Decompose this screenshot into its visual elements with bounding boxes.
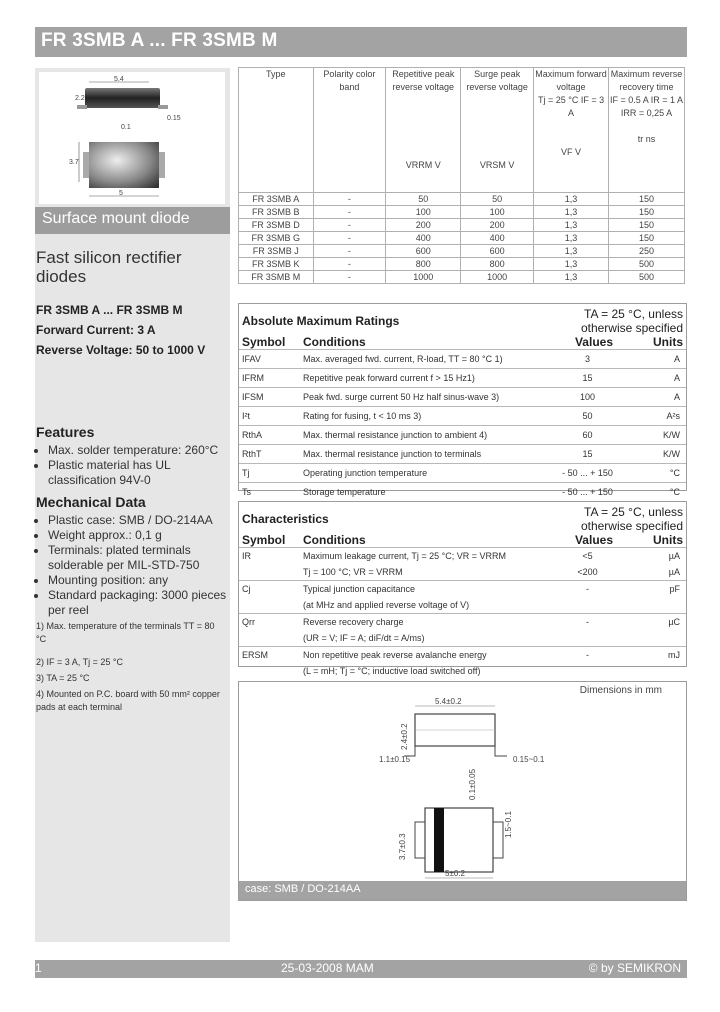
dim-h2: 3.7 xyxy=(69,159,79,166)
unit-cell xyxy=(635,597,686,614)
page-number: 1 xyxy=(35,961,42,975)
unit-cell: µA xyxy=(635,548,686,565)
reverse-voltage: Reverse Voltage: 50 to 1000 V xyxy=(36,343,206,357)
unit-cell: pF xyxy=(635,581,686,598)
table-cell: 200 xyxy=(386,219,461,232)
table-cell: - xyxy=(313,232,386,245)
symbol-cell: Cj xyxy=(239,581,300,598)
dimensions-caption-bar xyxy=(239,881,686,900)
table-row xyxy=(239,258,685,271)
page-title: FR 3SMB A ... FR 3SMB M xyxy=(41,30,278,51)
symbol-cell xyxy=(239,564,300,581)
unit-cell: °C xyxy=(635,464,686,483)
dimensions-box xyxy=(238,681,687,901)
footnote: 1) Max. temperature of the terminals TT = 80 °C xyxy=(36,621,215,644)
abs-max-table xyxy=(239,304,686,501)
forward-current: Forward Current: 3 A xyxy=(36,323,156,337)
col-vrsm: Surge peak reverse voltage VRSM V xyxy=(461,68,534,193)
abs-max-box xyxy=(238,303,687,497)
abs-max-cond: TA = 25 °C, unless otherwise specified xyxy=(580,307,683,335)
table-row xyxy=(239,630,686,647)
table-cell: 50 xyxy=(386,193,461,206)
unit-cell: A xyxy=(635,369,686,388)
table-cell: 100 xyxy=(461,206,534,219)
condition-cell: (L = mH; Tj = °C; inductive load switched off) xyxy=(303,666,481,676)
list-item: • Standard packaging: 3000 pieces per reel xyxy=(48,588,238,618)
mechanical-list xyxy=(36,513,238,618)
table-cell: - xyxy=(313,271,386,284)
symbol-cell: I²t xyxy=(239,407,300,426)
table-cell: FR 3SMB B xyxy=(239,206,314,219)
list-item: • Weight approx.: 0,1 g xyxy=(48,528,238,543)
list-item: • Terminals: plated terminals solderable per MIL-STD-750 xyxy=(48,543,238,573)
dim-h1: 2.2 xyxy=(75,95,85,102)
type-table xyxy=(238,67,685,284)
table-row xyxy=(239,426,686,445)
unit-cell: µC xyxy=(635,614,686,631)
table-row xyxy=(239,548,686,565)
part-range: FR 3SMB A ... FR 3SMB M xyxy=(36,303,183,317)
symbol-cell: IFRM xyxy=(239,369,300,388)
table-cell: - xyxy=(313,245,386,258)
condition-cell: Peak fwd. surge current 50 Hz half sinus-wave 3) xyxy=(300,388,540,407)
unit-cell xyxy=(635,663,686,679)
table-cell: - xyxy=(313,258,386,271)
dim-label: 3.7±0.3 xyxy=(398,833,407,860)
value-cell: - 50 ... + 150 xyxy=(540,483,635,502)
table-row xyxy=(239,245,685,258)
table-cell: 200 xyxy=(461,219,534,232)
table-cell: 600 xyxy=(461,245,534,258)
table-row xyxy=(239,564,686,581)
dim-label: 1.5~0.1 xyxy=(504,811,513,838)
condition-cell: (at MHz and applied reverse voltage of V) xyxy=(303,600,470,610)
table-cell: 1,3 xyxy=(534,193,609,206)
symbol-cell: RthT xyxy=(239,445,300,464)
table-row xyxy=(239,647,686,664)
table-cell: FR 3SMB G xyxy=(239,232,314,245)
symbol-cell: IFSM xyxy=(239,388,300,407)
list-item: • Plastic material has UL classification 94V-0 xyxy=(48,458,233,488)
condition-cell: Typical junction capacitance xyxy=(300,581,540,598)
value-cell: 15 xyxy=(540,445,635,464)
col-vf: Maximum forward voltage Tj = 25 °C IF = 3 A VF V xyxy=(534,68,609,193)
dim-label: 1.1±0.15 xyxy=(379,755,411,764)
symbol-cell: IFAV xyxy=(239,350,300,369)
table-row xyxy=(239,483,686,502)
col-header: Values xyxy=(574,335,613,349)
col-header: Conditions xyxy=(303,335,366,349)
footer-date: 25-03-2008 MAM xyxy=(281,961,374,975)
dim-small: 0.1 xyxy=(121,124,131,131)
table-cell: FR 3SMB M xyxy=(239,271,314,284)
dim-top: 5.4 xyxy=(114,76,124,83)
table-cell: 150 xyxy=(609,193,685,206)
symbol-cell xyxy=(239,597,300,614)
table-row xyxy=(239,581,686,598)
col-type: Type xyxy=(239,68,314,193)
features-list xyxy=(36,443,233,488)
footer-copyright: © by SEMIKRON xyxy=(588,961,681,975)
condition-cell: Max. thermal resistance junction to terminals xyxy=(300,445,540,464)
table-cell: 150 xyxy=(609,232,685,245)
symbol-cell: ERSM xyxy=(239,647,300,664)
table-row xyxy=(239,206,685,219)
unit-cell: K/W xyxy=(635,445,686,464)
table-cell: 150 xyxy=(609,206,685,219)
col-header: Symbol xyxy=(242,533,286,547)
table-cell: 1,3 xyxy=(534,271,609,284)
footer-bar xyxy=(35,960,687,978)
table-cell: 100 xyxy=(386,206,461,219)
unit-cell xyxy=(635,630,686,647)
unit-cell: A xyxy=(635,350,686,369)
symbol-cell: RthA xyxy=(239,426,300,445)
condition-cell: Maximum leakage current, Tj = 25 °C; VR = VRRM xyxy=(300,548,540,565)
unit-cell: mJ xyxy=(635,647,686,664)
table-cell: 1000 xyxy=(386,271,461,284)
table-cell: FR 3SMB D xyxy=(239,219,314,232)
condition-cell: Max. thermal resistance junction to ambient 4) xyxy=(300,426,540,445)
dim-w: 5 xyxy=(119,190,123,197)
list-item: • Mounting position: any xyxy=(48,573,238,588)
symbol-cell xyxy=(239,663,300,679)
table-cell: - xyxy=(313,206,386,219)
table-row xyxy=(239,407,686,426)
package-label: Surface mount diode xyxy=(35,207,230,234)
unit-cell: A xyxy=(635,388,686,407)
dimensions-caption: case: SMB / DO-214AA xyxy=(245,883,361,895)
characteristics-table xyxy=(239,502,686,679)
table-cell: FR 3SMB A xyxy=(239,193,314,206)
value-cell: 60 xyxy=(540,426,635,445)
table-row xyxy=(239,350,686,369)
value-cell xyxy=(540,597,635,614)
value-cell: - xyxy=(540,614,635,631)
value-cell: <200 xyxy=(577,567,598,577)
table-cell: 800 xyxy=(461,258,534,271)
dim-label: 0.15~0.1 xyxy=(513,755,545,764)
table-cell: - xyxy=(313,219,386,232)
product-subtitle: Fast silicon rectifier diodes xyxy=(36,248,182,286)
unit-cell: K/W xyxy=(635,426,686,445)
table-row xyxy=(239,614,686,631)
value-cell xyxy=(540,630,635,647)
col-polarity: Polarity color band xyxy=(313,68,386,193)
symbol-cell: Qrr xyxy=(239,614,300,631)
value-cell: 100 xyxy=(540,388,635,407)
table-cell: 1,3 xyxy=(534,219,609,232)
col-header: Units xyxy=(653,335,683,349)
dim-label: 0.1±0.05 xyxy=(468,768,477,800)
table-cell: 800 xyxy=(386,258,461,271)
col-header: Conditions xyxy=(303,533,366,547)
col-header: Units xyxy=(653,533,683,547)
footnote: 4) Mounted on P.C. board with 50 mm² copper pads at each terminal xyxy=(36,689,220,712)
table-row xyxy=(239,663,686,679)
table-row xyxy=(239,271,685,284)
condition-cell: Max. averaged fwd. current, R-load, TT = 80 °C 1) xyxy=(300,350,540,369)
table-row xyxy=(239,388,686,407)
table-cell: 50 xyxy=(461,193,534,206)
col-trr: Maximum reverse recovery time IF = 0.5 A IR = 1 A IRR = 0,25 A tr ns xyxy=(609,68,685,193)
table-row xyxy=(239,597,686,614)
dim-label: 2.4±0.2 xyxy=(400,723,409,750)
condition-cell: Repetitive peak forward current f > 15 Hz1) xyxy=(300,369,540,388)
package-drawing xyxy=(39,72,225,204)
table-row xyxy=(239,193,685,206)
condition-cell: Non repetitive peak reverse avalanche energy xyxy=(300,647,540,664)
table-row xyxy=(239,219,685,232)
table-cell: 1,3 xyxy=(534,258,609,271)
footnote: 2) IF = 3 A, Tj = 25 °C xyxy=(36,657,123,667)
mechanical-title: Mechanical Data xyxy=(36,494,146,510)
table-row xyxy=(239,445,686,464)
dim-label: 5.4±0.2 xyxy=(435,697,462,706)
symbol-cell: IR xyxy=(239,548,300,565)
dimension-drawing xyxy=(239,682,686,882)
value-cell: - xyxy=(540,647,635,664)
value-cell: - 50 ... + 150 xyxy=(540,464,635,483)
list-item: • Plastic case: SMB / DO-214AA xyxy=(48,513,238,528)
condition-cell: (UR = V; IF = A; diF/dt = A/ms) xyxy=(303,633,425,643)
symbol-cell xyxy=(239,630,300,647)
char-title: Characteristics xyxy=(242,512,329,526)
table-row xyxy=(239,232,685,245)
char-cond: TA = 25 °C, unless otherwise specified xyxy=(580,505,683,533)
table-cell: 600 xyxy=(386,245,461,258)
value-cell xyxy=(540,663,635,679)
condition-cell: Reverse recovery charge xyxy=(300,614,540,631)
dim-c: 0.15 xyxy=(167,115,181,122)
table-cell: - xyxy=(313,193,386,206)
table-cell: 1,3 xyxy=(534,245,609,258)
footnote: 3) TA = 25 °C xyxy=(36,673,90,683)
value-cell: 50 xyxy=(540,407,635,426)
symbol-cell: Tj xyxy=(239,464,300,483)
condition-cell: Rating for fusing, t < 10 ms 3) xyxy=(300,407,540,426)
title-bar xyxy=(35,27,687,57)
unit-cell: °C xyxy=(635,483,686,502)
col-vrrm: Repetitive peak reverse voltage VRRM V xyxy=(386,68,461,193)
value-cell: 3 xyxy=(540,350,635,369)
condition-cell: Storage temperature xyxy=(300,483,540,502)
table-cell: 1,3 xyxy=(534,232,609,245)
table-cell: 150 xyxy=(609,219,685,232)
condition-cell: Tj = 100 °C; VR = VRRM xyxy=(303,567,403,577)
table-cell: 1000 xyxy=(461,271,534,284)
dimensions-title: Dimensions in mm xyxy=(579,685,662,696)
features-title: Features xyxy=(36,424,95,440)
dim-label: 5±0.2 xyxy=(445,869,465,878)
unit-cell: µA xyxy=(668,567,680,577)
value-cell: 15 xyxy=(540,369,635,388)
table-cell: 500 xyxy=(609,271,685,284)
footnotes xyxy=(36,620,226,714)
col-header: Symbol xyxy=(242,335,286,349)
value-cell: - xyxy=(540,581,635,598)
list-item: • Max. solder temperature: 260°C xyxy=(48,443,233,458)
unit-cell: A²s xyxy=(635,407,686,426)
table-cell: 400 xyxy=(386,232,461,245)
characteristics-box xyxy=(238,501,687,676)
table-row xyxy=(239,369,686,388)
condition-cell: Operating junction temperature xyxy=(300,464,540,483)
table-cell: FR 3SMB K xyxy=(239,258,314,271)
table-cell: 1,3 xyxy=(534,206,609,219)
symbol-cell: Ts xyxy=(239,483,300,502)
col-header: Values xyxy=(574,533,613,547)
table-cell: 500 xyxy=(609,258,685,271)
table-cell: FR 3SMB J xyxy=(239,245,314,258)
abs-max-title: Absolute Maximum Ratings xyxy=(242,314,400,328)
table-cell: 400 xyxy=(461,232,534,245)
table-row xyxy=(239,464,686,483)
value-cell: <5 xyxy=(540,548,635,565)
table-cell: 250 xyxy=(609,245,685,258)
